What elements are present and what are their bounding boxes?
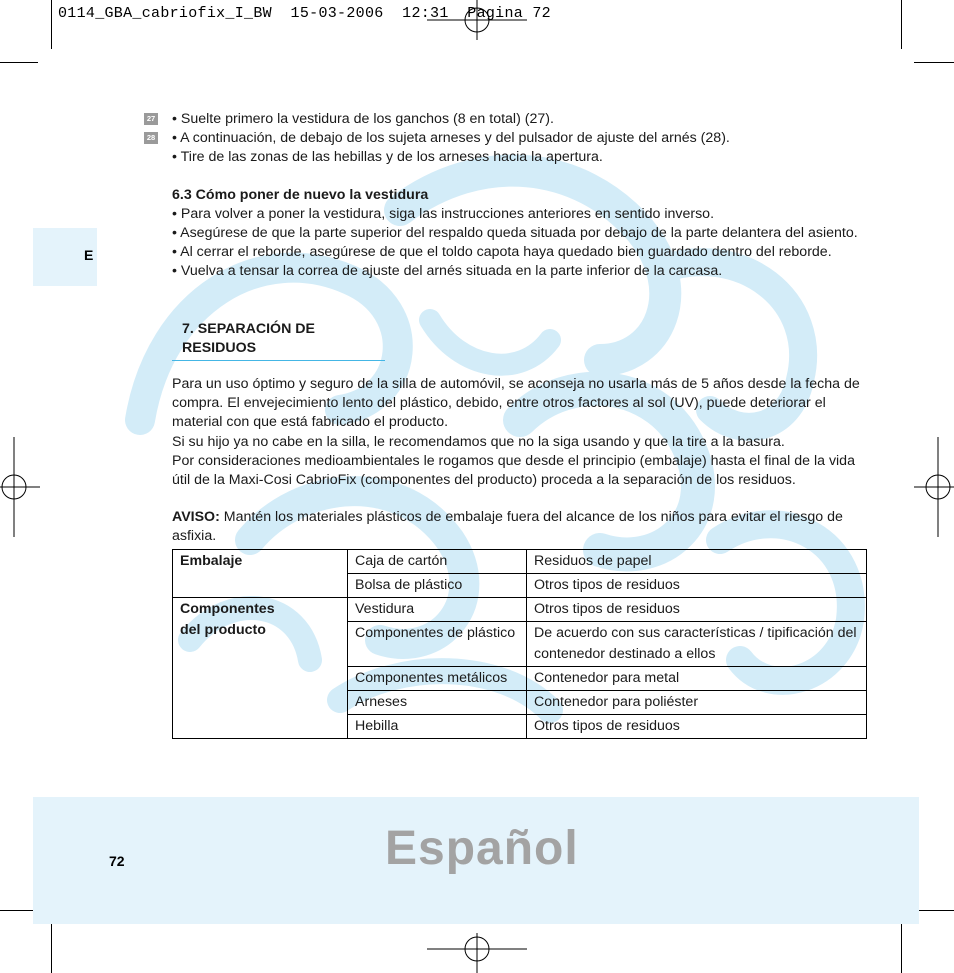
- material-cell: Caja de cartón: [348, 550, 527, 574]
- crop-mark: [914, 62, 954, 63]
- step-item: [172, 148, 872, 167]
- material-cell: Componentes metálicos: [348, 667, 527, 691]
- paragraph: Si su hijo ya no cabe en la silla, le recomendamos que no la siga usando y que la tire a la basura.: [172, 433, 785, 450]
- paragraph: Para un uso óptimo y seguro de la silla de automóvil, se aconseja no usarla más de 5 años desde la fecha de compra. El envejecimiento lento del plástico, debido, entre otros factores al sol (UV), puede deteriorar el material con que está fabricado el producto.: [172, 376, 860, 431]
- disposal-cell: Otros tipos de residuos: [527, 598, 867, 622]
- registration-mark-bottom: [427, 933, 527, 973]
- waste-separation-table: [172, 549, 867, 739]
- language-title: Español: [385, 822, 579, 875]
- disposal-cell: Contenedor para metal: [527, 667, 867, 691]
- disposal-cell: Contenedor para poliéster: [527, 691, 867, 715]
- disposal-cell: De acuerdo con sus características / tipificación del contenedor destinado a ellos: [527, 622, 867, 667]
- disposal-cell: Otros tipos de residuos: [527, 715, 867, 739]
- step-text: • Tire de las zonas de las hebillas y de los arneses hacia la apertura.: [172, 149, 603, 166]
- registration-mark-left: [0, 437, 40, 537]
- notice-text: Mantén los materiales plásticos de embalaje fuera del alcance de los niños para evitar el riesgo de asfixia.: [172, 509, 843, 545]
- footer-panel: [33, 797, 919, 924]
- notice-block: [172, 508, 872, 546]
- figure-badge: 27: [144, 113, 158, 125]
- bullet-item: • Asegúrese de que la parte superior del respaldo queda situada por debajo de la parte delantera del asiento.: [172, 225, 858, 242]
- material-cell: Bolsa de plástico: [348, 574, 527, 598]
- main-content: [146, 110, 872, 547]
- material-cell: Componentes de plástico: [348, 622, 527, 667]
- crop-mark: [901, 0, 902, 49]
- bullet-item: • Vuelva a tensar la correa de ajuste del arnés situada en la parte inferior de la carcasa.: [172, 263, 723, 280]
- table-row: [173, 550, 867, 574]
- language-side-tab: [33, 228, 97, 286]
- material-cell: Arneses: [348, 691, 527, 715]
- category-cell: Componentes del producto: [173, 598, 348, 739]
- crop-mark: [914, 910, 954, 911]
- registration-mark-right: [914, 437, 954, 537]
- step-text: • A continuación, de debajo de los sujeta arneses y del pulsador de ajuste del arnés (28).: [172, 130, 730, 147]
- section-heading-7: 7. SEPARACIÓN DE RESIDUOS: [172, 320, 385, 361]
- paragraph: Por consideraciones medioambientales le rogamos que desde el principio (embalaje) hasta el final de la vida útil de la Maxi-Cosi CabrioFix (componentes del producto) proceda a la separación de los residuos.: [172, 452, 855, 489]
- notice-label: AVISO:: [172, 509, 220, 526]
- bullet-item: • Para volver a poner la vestidura, siga las instrucciones anteriores en sentido inverso.: [172, 205, 715, 222]
- category-cell: Embalaje: [173, 550, 348, 598]
- crop-mark: [51, 924, 52, 973]
- step-item: [146, 110, 872, 129]
- disposal-cell: Otros tipos de residuos: [527, 574, 867, 598]
- material-cell: Vestidura: [348, 598, 527, 622]
- step-text: • Suelte primero la vestidura de los ganchos (8 en total) (27).: [172, 111, 554, 127]
- page-number: 72: [109, 853, 125, 869]
- disposal-cell: Residuos de papel: [527, 550, 867, 574]
- print-slug: 0114_GBA_cabriofix_I_BW 15-03-2006 12:31 Pagina 72: [58, 5, 551, 22]
- material-cell: Hebilla: [348, 715, 527, 739]
- crop-mark: [0, 62, 38, 63]
- crop-mark: [901, 924, 902, 973]
- table-row: [173, 598, 867, 622]
- section-heading-6-3: 6.3 Cómo poner de nuevo la vestidura: [172, 186, 429, 203]
- crop-mark: [51, 0, 52, 49]
- figure-badge: 28: [144, 132, 158, 144]
- step-item: [146, 129, 872, 148]
- bullet-item: • Al cerrar el reborde, asegúrese de que el toldo capota haya quedado bien guardado dentro del reborde.: [172, 244, 832, 261]
- side-tab-letter: E: [84, 247, 94, 263]
